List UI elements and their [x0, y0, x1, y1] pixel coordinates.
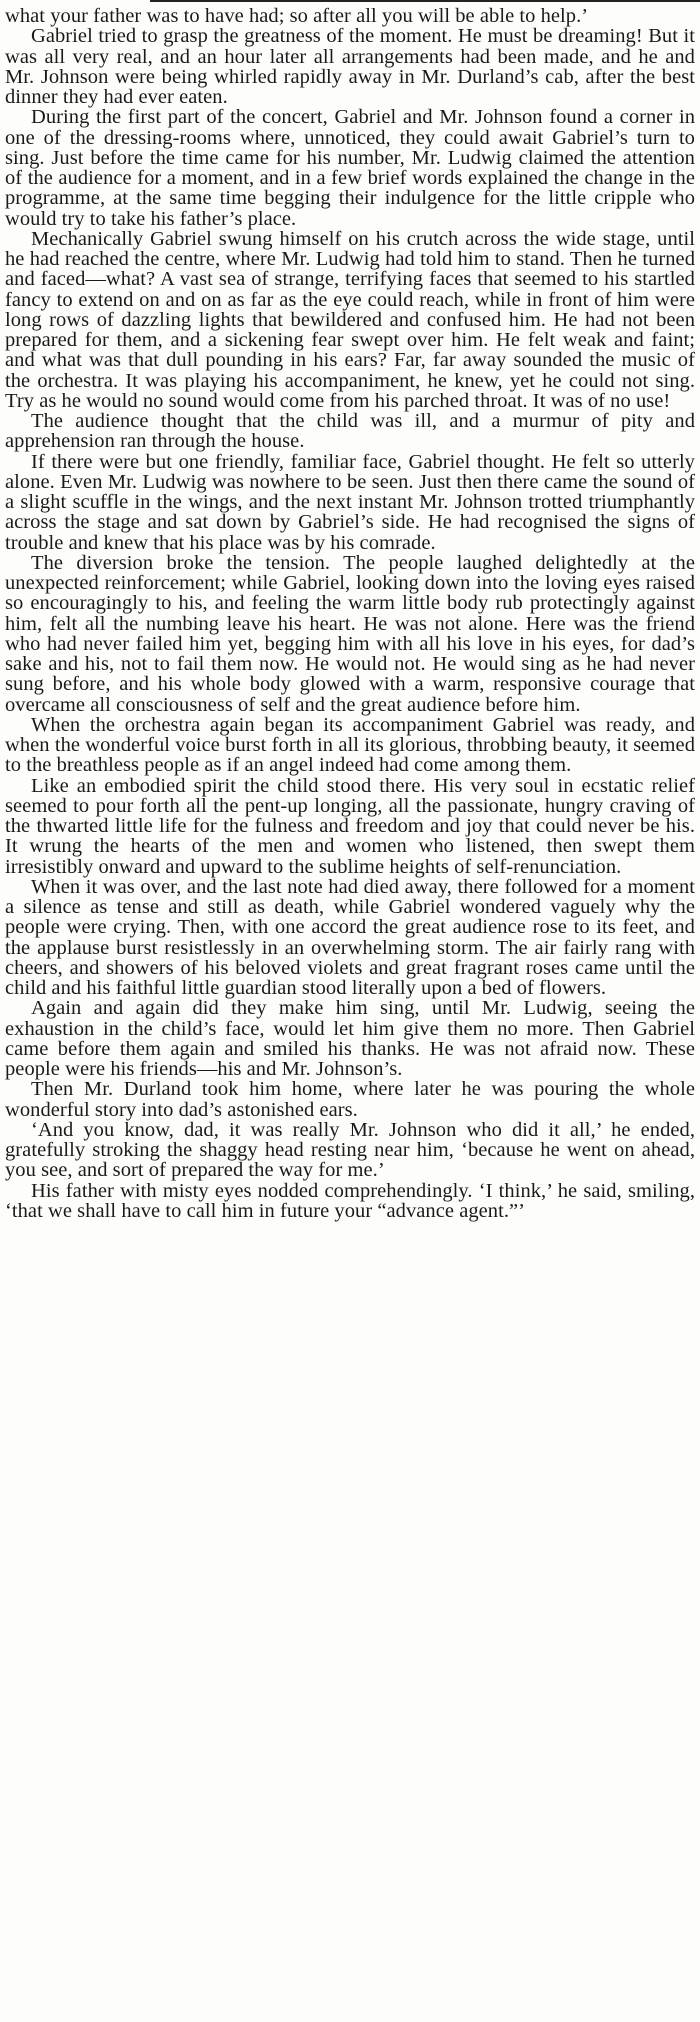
paragraph-10: When it was over, and the last note had died away, there followed for a moment a silence as tense and still as death, while Gabriel wondered vaguely why the people were crying. Then, with one accord the great audience rose to its feet, and the applause burst resistlessly in an overwhelming storm. The air fairly rang with cheers, and showers of his beloved violets and great fragrant roses came until the child and his faithful little guardian stood literally upon a bed of flowers.: [5, 875, 695, 999]
paragraph-14: His father with misty eyes nodded comprehendingly. ‘I think,’ he said, smiling, ‘that we shall have to call him in future your “advance agent.”’: [5, 1179, 695, 1222]
paragraph-2: Gabriel tried to grasp the greatness of the moment. He must be dreaming! But it was all very real, and an hour later all arrangements had been made, and he and Mr. Johnson were being whirled rapidly away in Mr. Durland’s cab, after the best dinner they had ever eaten.: [5, 25, 695, 108]
paragraph-4: Mechanically Gabriel swung himself on his crutch across the wide stage, until he had reached the centre, where Mr. Ludwig had told him to stand. Then he turned and faced—what? A vast sea of strange, terrifying faces that seemed to his startled fancy to extend on and on as far as the eye could reach, while in front of him were long rows of dazzling lights that bewildered and confused him. He had not been prepared for them, and a sickening fear swept over him. He felt weak and faint; and what was that dull pounding in his ears? Far, far away sounded the music of the orchestra. It was playing his accompaniment, he knew, yet he could not sing. Try as he would no sound would come from his parched throat. It was of no use!: [5, 227, 695, 412]
paragraph-9: Like an embodied spirit the child stood there. His very soul in ecstatic relief seemed to pour forth all the pent-up longing, all the passionate, hungry craving of the thwarted little life for the fulness and freedom and joy that could never be his. It wrung the hearts of the men and women who listened, then swept them irresistibly onward and upward to the sublime heights of self-renunciation.: [5, 774, 695, 878]
paragraph-6: If there were but one friendly, familiar face, Gabriel thought. He felt so utterly alone. Even Mr. Ludwig was nowhere to be seen. Just then there came the sound of a slight scuffle in the wings, and the next instant Mr. Johnson trotted triumphantly across the stage and sat down by Gabriel’s side. He had recognised the signs of trouble and knew that his place was by his comrade.: [5, 450, 695, 554]
paragraph-1: what your father was to have had; so after all you will be able to help.’: [5, 5, 589, 27]
paragraph-3: During the first part of the concert, Gabriel and Mr. Johnson found a corner in one of the dressing-rooms where, unnoticed, they could await Gabriel’s turn to sing. Just before the time came for his number, Mr. Ludwig claimed the attention of the audience for a moment, and in a few brief words explained the change in the programme, at the same time begging their indulgence for the little cripple who would try to take his father’s place.: [5, 106, 695, 230]
paragraph-7: The diversion broke the tension. The people laughed delightedly at the unexpected reinforcement; while Gabriel, looking down into the loving eyes raised so encouragingly to his, and feeling the warm little body rub protectingly against him, felt all the numbing leave his heart. He was not alone. Here was the friend who had never failed him yet, begging him with all his love in his eyes, for dad’s sake and his, not to fail them now. He would not. He would sing as he had never sung before, and his whole body glowed with a warm, responsive courage that overcame all consciousness of self and the great audience before him.: [5, 551, 695, 716]
paragraph-11: Again and again did they make him sing, until Mr. Ludwig, seeing the exhaustion in the child’s face, would let him give them no more. Then Gabriel came before them again and smiled his thanks. He was not afraid now. These people were his friends—his and Mr. Johnson’s.: [5, 997, 695, 1080]
top-rule: [150, 0, 700, 2]
text-column: [5, 6, 695, 1221]
paragraph-5: The audience thought that the child was ill, and a murmur of pity and apprehension ran through the house.: [5, 410, 695, 453]
paragraph-8: When the orchestra again began its accompaniment Gabriel was ready, and when the wonderful voice burst forth in all its glorious, throbbing beauty, it seemed to the breathless people as if an angel indeed had come among them.: [5, 713, 695, 777]
paragraph-13: ‘And you know, dad, it was really Mr. Johnson who did it all,’ he ended, gratefully stroking the shaggy head resting near him, ‘because he went on ahead, you see, and sort of prepared the way for me.’: [5, 1118, 695, 1182]
paragraph-12: Then Mr. Durland took him home, where later he was pouring the whole wonderful story into dad’s astonished ears.: [5, 1078, 695, 1121]
